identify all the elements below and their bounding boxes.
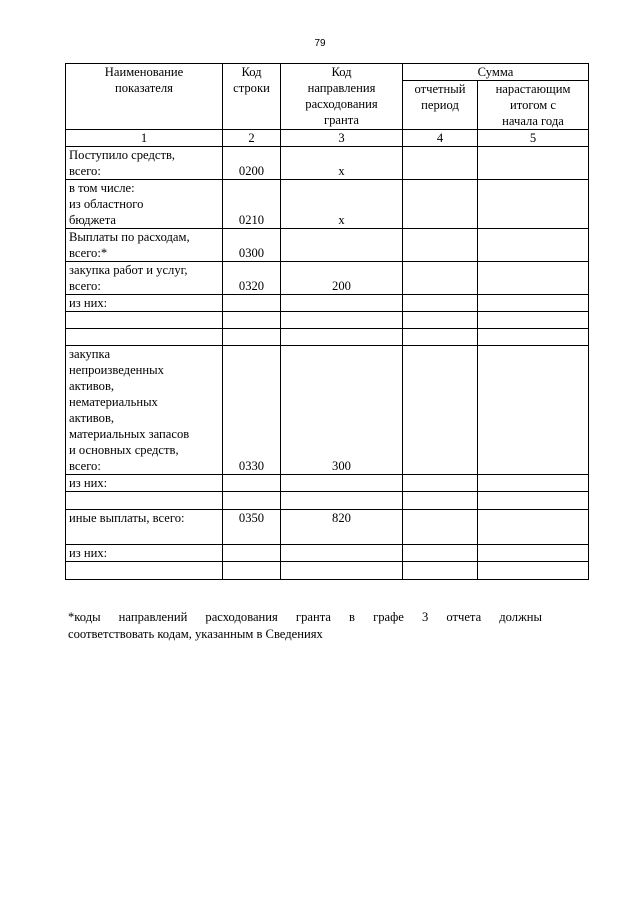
header-code-row: Код строки (223, 64, 281, 130)
row-period-value[interactable] (403, 346, 478, 475)
row-name: закупка работ и услуг, всего: (66, 262, 223, 295)
table-row (66, 475, 589, 492)
row-direction (281, 475, 403, 492)
row-direction[interactable] (281, 329, 403, 346)
header-cumulative: нарастающим итогом с начала года (478, 81, 589, 130)
row-code: 0200 (223, 147, 281, 180)
row-cumulative-value[interactable] (478, 545, 589, 562)
row-name: в том числе: из областного бюджета (66, 180, 223, 229)
table-header-row (66, 64, 589, 81)
page-number: 79 (314, 38, 326, 49)
header-period: отчетный период (403, 81, 478, 130)
row-cumulative-value[interactable] (478, 492, 589, 510)
row-code[interactable] (223, 562, 281, 580)
table-row (66, 229, 589, 262)
column-number: 5 (478, 130, 589, 147)
row-code (223, 475, 281, 492)
row-cumulative-value[interactable] (478, 180, 589, 229)
table-row (66, 262, 589, 295)
row-cumulative-value[interactable] (478, 147, 589, 180)
row-period-value[interactable] (403, 475, 478, 492)
table-row (66, 180, 589, 229)
table-row (66, 492, 589, 510)
row-period-value[interactable] (403, 312, 478, 329)
header-sum: Сумма (403, 64, 589, 81)
row-direction[interactable] (281, 492, 403, 510)
row-direction: 300 (281, 346, 403, 475)
row-code: 0320 (223, 262, 281, 295)
column-number: 3 (281, 130, 403, 147)
row-code (223, 295, 281, 312)
row-direction (281, 229, 403, 262)
table-row (66, 346, 589, 475)
table-row (66, 329, 589, 346)
footnote (68, 609, 542, 643)
row-cumulative-value[interactable] (478, 346, 589, 475)
row-name[interactable] (66, 492, 223, 510)
row-cumulative-value[interactable] (478, 262, 589, 295)
row-direction: 820 (281, 510, 403, 545)
table-row (66, 295, 589, 312)
row-direction (281, 545, 403, 562)
column-number-row (66, 130, 589, 147)
table-row (66, 510, 589, 545)
row-cumulative-value[interactable] (478, 510, 589, 545)
row-code: 0330 (223, 346, 281, 475)
row-code: 0210 (223, 180, 281, 229)
row-period-value[interactable] (403, 329, 478, 346)
row-direction[interactable] (281, 562, 403, 580)
row-name[interactable] (66, 312, 223, 329)
column-number: 2 (223, 130, 281, 147)
row-code: 0350 (223, 510, 281, 545)
table-row (66, 562, 589, 580)
row-name[interactable] (66, 329, 223, 346)
row-code: 0300 (223, 229, 281, 262)
row-cumulative-value[interactable] (478, 329, 589, 346)
row-direction: х (281, 180, 403, 229)
header-code-direction: Код направления расходования гранта (281, 64, 403, 130)
table-row (66, 147, 589, 180)
row-cumulative-value[interactable] (478, 562, 589, 580)
row-period-value[interactable] (403, 510, 478, 545)
row-period-value[interactable] (403, 545, 478, 562)
row-period-value[interactable] (403, 562, 478, 580)
table-row (66, 312, 589, 329)
row-name: иные выплаты, всего: (66, 510, 223, 545)
footnote-line: соответствовать кодам, указанным в Сведениях (68, 627, 323, 641)
row-direction: х (281, 147, 403, 180)
row-name[interactable] (66, 562, 223, 580)
grant-report-table (65, 63, 589, 580)
row-period-value[interactable] (403, 492, 478, 510)
row-name: из них: (66, 545, 223, 562)
column-number: 1 (66, 130, 223, 147)
row-period-value[interactable] (403, 180, 478, 229)
row-period-value[interactable] (403, 295, 478, 312)
row-name: Поступило средств, всего: (66, 147, 223, 180)
row-name: из них: (66, 295, 223, 312)
row-period-value[interactable] (403, 262, 478, 295)
row-cumulative-value[interactable] (478, 295, 589, 312)
row-period-value[interactable] (403, 229, 478, 262)
row-name: из них: (66, 475, 223, 492)
footnote-line: *коды направлений расходования гранта в графе 3 отчета должны (68, 610, 542, 624)
row-cumulative-value[interactable] (478, 475, 589, 492)
row-code[interactable] (223, 312, 281, 329)
column-number: 4 (403, 130, 478, 147)
header-name: Наименование показателя (66, 64, 223, 130)
row-code[interactable] (223, 329, 281, 346)
row-code (223, 545, 281, 562)
row-cumulative-value[interactable] (478, 229, 589, 262)
row-period-value[interactable] (403, 147, 478, 180)
row-name: Выплаты по расходам, всего:* (66, 229, 223, 262)
row-direction (281, 295, 403, 312)
row-direction[interactable] (281, 312, 403, 329)
row-cumulative-value[interactable] (478, 312, 589, 329)
row-direction: 200 (281, 262, 403, 295)
row-code[interactable] (223, 492, 281, 510)
row-name: закупка непроизведенных активов, нематериальных активов, материальных запасов и основных средств, всего: (66, 346, 223, 475)
table-row (66, 545, 589, 562)
